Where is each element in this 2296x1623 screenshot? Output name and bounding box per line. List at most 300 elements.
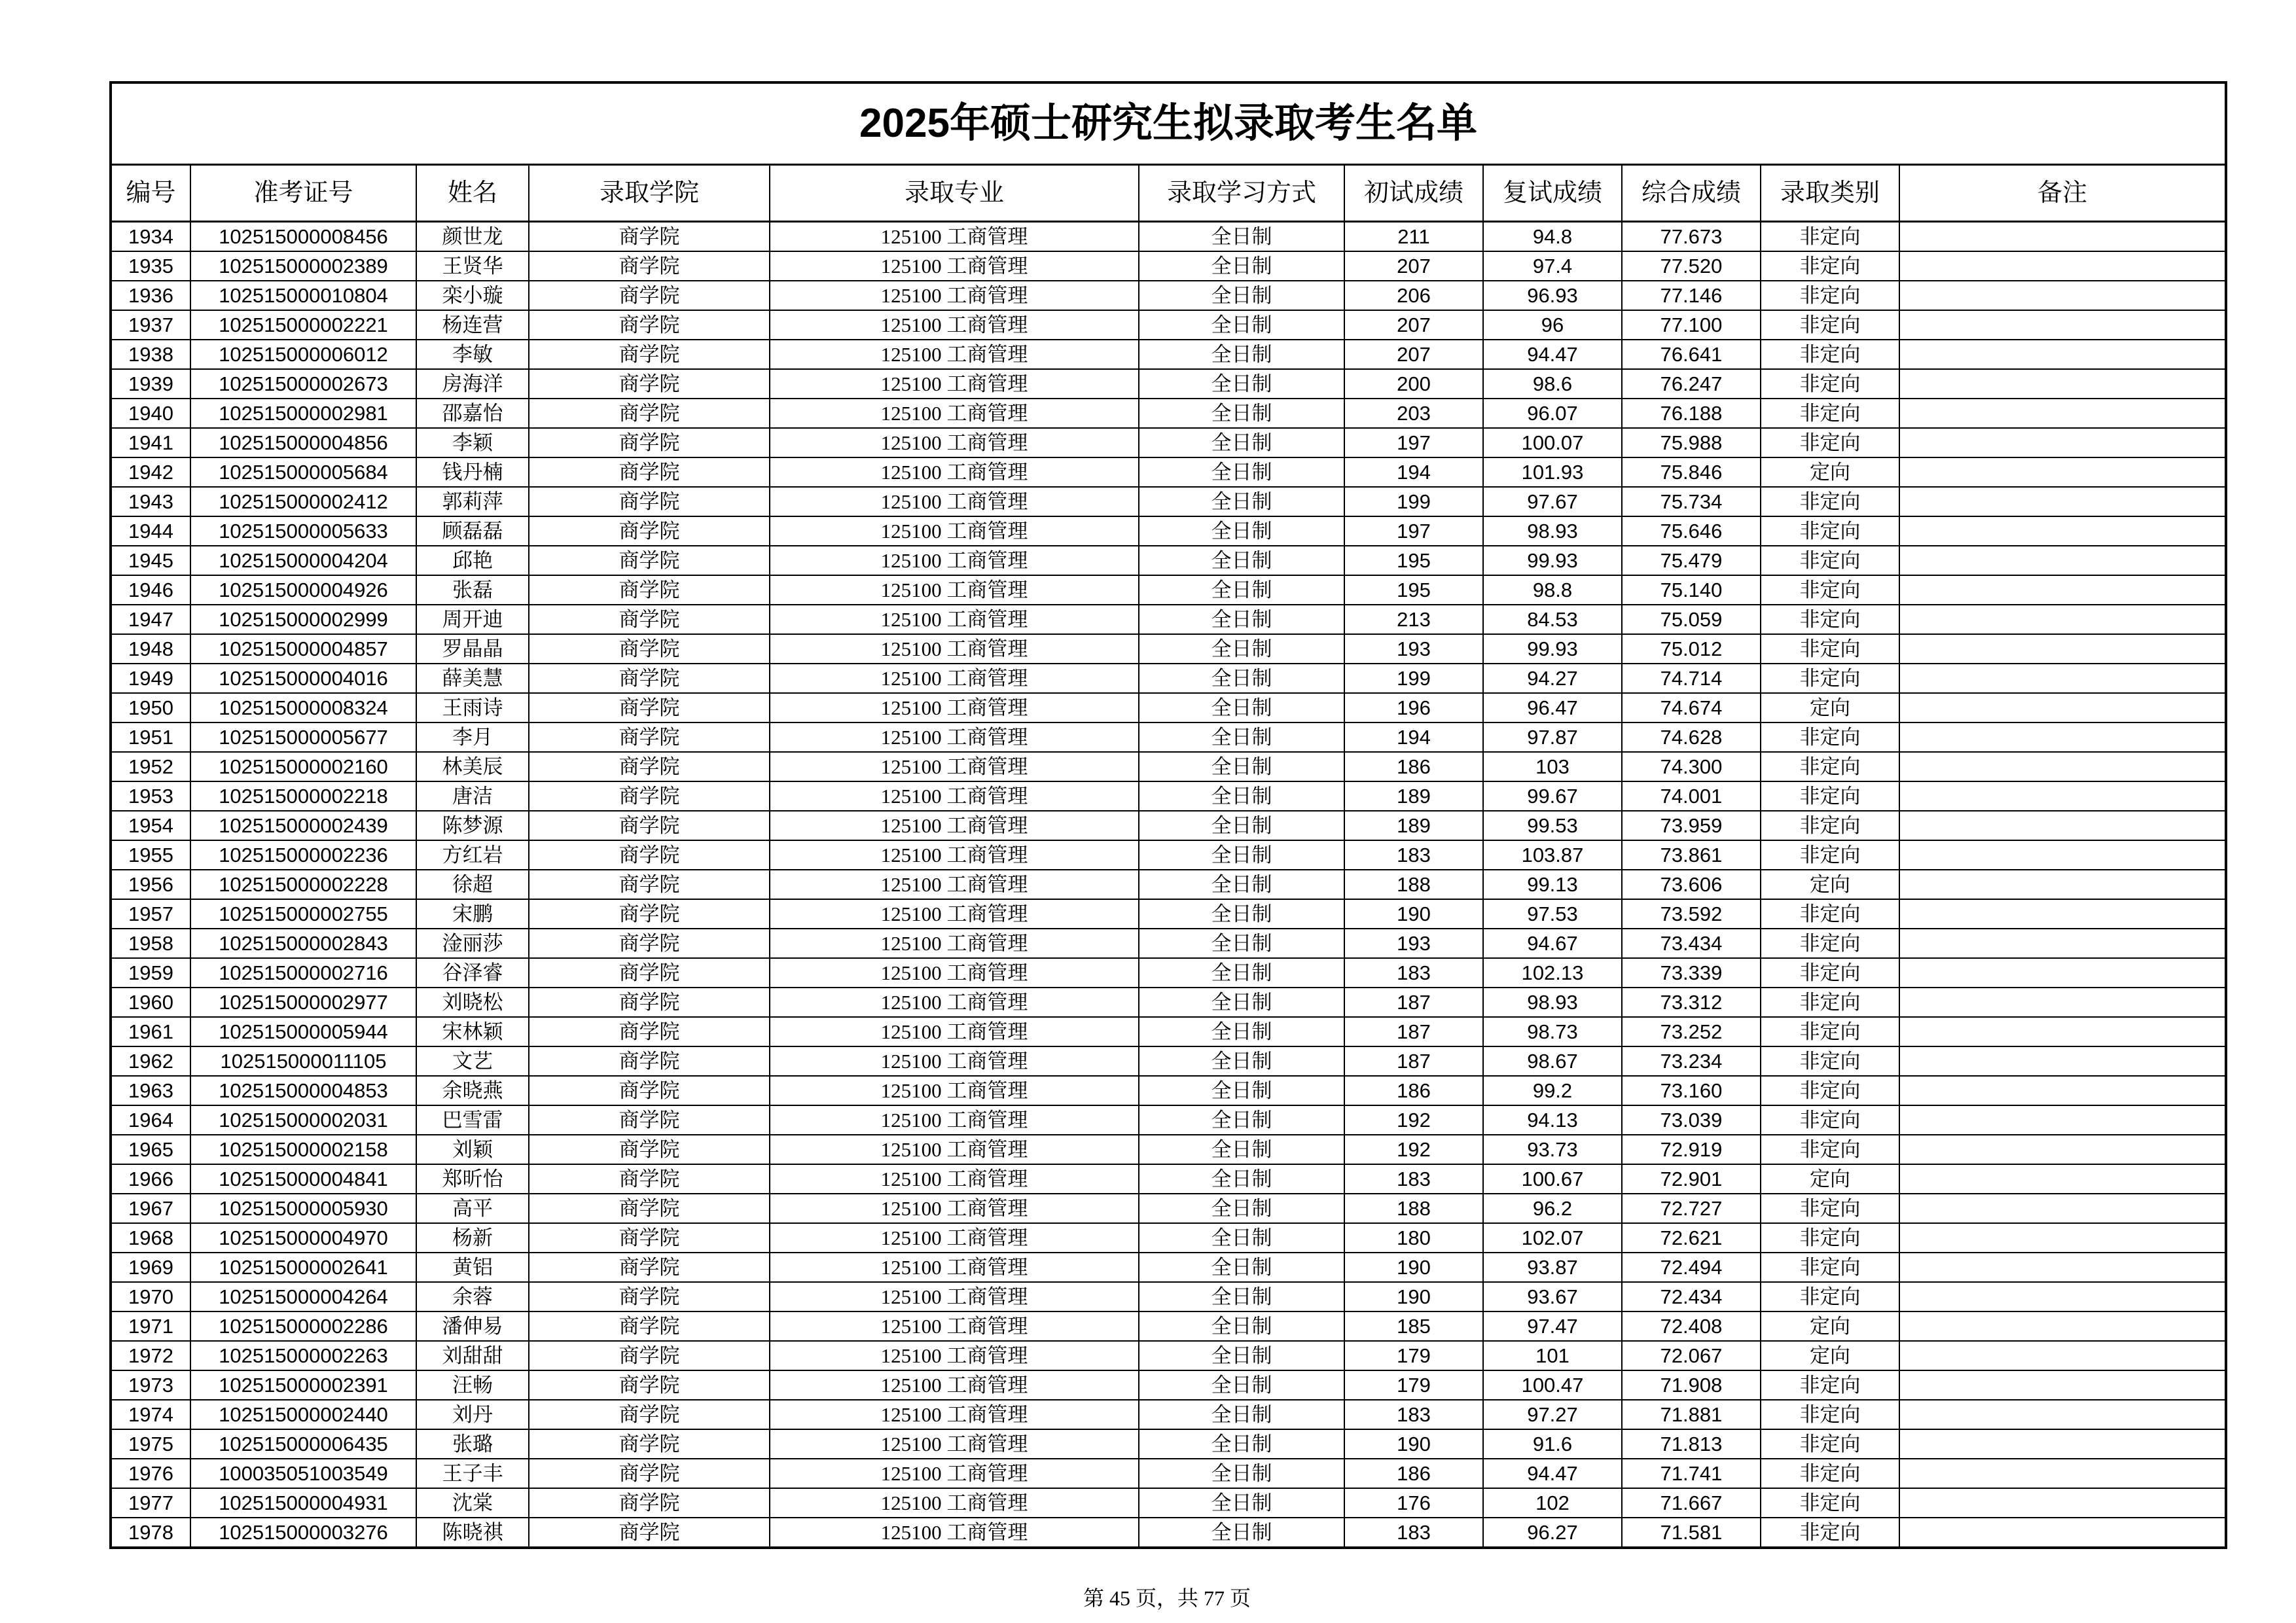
table-row — [111, 634, 2226, 664]
cell-remarks — [1899, 251, 2226, 281]
cell-college: 商学院 — [529, 722, 770, 752]
cell-name: 钱丹楠 — [416, 457, 529, 487]
cell-total-score: 72.919 — [1622, 1135, 1761, 1164]
cell-college: 商学院 — [529, 929, 770, 958]
cell-total-score: 73.339 — [1622, 958, 1761, 988]
cell-retest-score: 99.53 — [1483, 811, 1622, 840]
cell-serial: 1952 — [111, 752, 190, 781]
column-header-serial: 编号 — [111, 165, 190, 222]
cell-remarks — [1899, 664, 2226, 693]
cell-exam-id: 102515000003276 — [190, 1518, 416, 1548]
cell-remarks — [1899, 369, 2226, 399]
cell-name: 刘颖 — [416, 1135, 529, 1164]
cell-college: 商学院 — [529, 811, 770, 840]
cell-retest-score: 96.07 — [1483, 399, 1622, 428]
cell-exam-id: 102515000006435 — [190, 1429, 416, 1459]
cell-name: 刘甜甜 — [416, 1341, 529, 1370]
cell-serial: 1976 — [111, 1459, 190, 1488]
cell-category: 非定向 — [1761, 1105, 1899, 1135]
cell-name: 陈梦源 — [416, 811, 529, 840]
cell-retest-score: 98.8 — [1483, 575, 1622, 605]
cell-name: 薛美慧 — [416, 664, 529, 693]
cell-name: 巴雪雷 — [416, 1105, 529, 1135]
cell-college: 商学院 — [529, 1017, 770, 1046]
cell-serial: 1956 — [111, 870, 190, 899]
cell-total-score: 72.434 — [1622, 1282, 1761, 1311]
cell-major: 125100 工商管理 — [770, 1135, 1139, 1164]
cell-study-mode: 全日制 — [1139, 1311, 1344, 1341]
cell-study-mode: 全日制 — [1139, 1105, 1344, 1135]
cell-prelim-score: 183 — [1344, 840, 1483, 870]
cell-category: 非定向 — [1761, 1253, 1899, 1282]
cell-retest-score: 94.13 — [1483, 1105, 1622, 1135]
cell-total-score: 71.667 — [1622, 1488, 1761, 1518]
cell-remarks — [1899, 929, 2226, 958]
cell-exam-id: 102515000005684 — [190, 457, 416, 487]
cell-study-mode: 全日制 — [1139, 310, 1344, 340]
cell-retest-score: 94.67 — [1483, 929, 1622, 958]
cell-college: 商学院 — [529, 958, 770, 988]
cell-remarks — [1899, 899, 2226, 929]
cell-category: 非定向 — [1761, 310, 1899, 340]
cell-retest-score: 97.67 — [1483, 487, 1622, 516]
cell-remarks — [1899, 1282, 2226, 1311]
cell-exam-id: 102515000002977 — [190, 988, 416, 1017]
cell-remarks — [1899, 1105, 2226, 1135]
cell-remarks — [1899, 546, 2226, 575]
cell-category: 非定向 — [1761, 1076, 1899, 1105]
table-row — [111, 722, 2226, 752]
table-row — [111, 369, 2226, 399]
cell-college: 商学院 — [529, 1370, 770, 1400]
cell-college: 商学院 — [529, 222, 770, 252]
cell-name: 宋林颖 — [416, 1017, 529, 1046]
cell-major: 125100 工商管理 — [770, 1370, 1139, 1400]
cell-college: 商学院 — [529, 575, 770, 605]
cell-major: 125100 工商管理 — [770, 840, 1139, 870]
cell-retest-score: 99.67 — [1483, 781, 1622, 811]
cell-remarks — [1899, 457, 2226, 487]
cell-remarks — [1899, 1076, 2226, 1105]
cell-study-mode: 全日制 — [1139, 222, 1344, 252]
table-row — [111, 899, 2226, 929]
cell-major: 125100 工商管理 — [770, 251, 1139, 281]
cell-name: 邵嘉怡 — [416, 399, 529, 428]
cell-retest-score: 93.73 — [1483, 1135, 1622, 1164]
cell-retest-score: 98.67 — [1483, 1046, 1622, 1076]
cell-study-mode: 全日制 — [1139, 988, 1344, 1017]
cell-study-mode: 全日制 — [1139, 1164, 1344, 1194]
cell-total-score: 75.988 — [1622, 428, 1761, 457]
cell-study-mode: 全日制 — [1139, 1017, 1344, 1046]
cell-college: 商学院 — [529, 1135, 770, 1164]
cell-study-mode: 全日制 — [1139, 281, 1344, 310]
cell-prelim-score: 207 — [1344, 310, 1483, 340]
cell-remarks — [1899, 1135, 2226, 1164]
cell-remarks — [1899, 870, 2226, 899]
cell-total-score: 75.479 — [1622, 546, 1761, 575]
cell-college: 商学院 — [529, 1282, 770, 1311]
cell-exam-id: 102515000002716 — [190, 958, 416, 988]
cell-remarks — [1899, 340, 2226, 369]
cell-prelim-score: 194 — [1344, 722, 1483, 752]
cell-name: 张璐 — [416, 1429, 529, 1459]
cell-college: 商学院 — [529, 1046, 770, 1076]
cell-prelim-score: 192 — [1344, 1105, 1483, 1135]
cell-exam-id: 102515000002158 — [190, 1135, 416, 1164]
cell-retest-score: 97.87 — [1483, 722, 1622, 752]
title-row — [111, 82, 2226, 165]
cell-serial: 1946 — [111, 575, 190, 605]
cell-major: 125100 工商管理 — [770, 399, 1139, 428]
cell-retest-score: 99.93 — [1483, 546, 1622, 575]
cell-name: 文艺 — [416, 1046, 529, 1076]
cell-major: 125100 工商管理 — [770, 1459, 1139, 1488]
cell-prelim-score: 193 — [1344, 634, 1483, 664]
cell-major: 125100 工商管理 — [770, 1105, 1139, 1135]
cell-retest-score: 101 — [1483, 1341, 1622, 1370]
cell-exam-id: 102515000011105 — [190, 1046, 416, 1076]
cell-category: 非定向 — [1761, 428, 1899, 457]
table-row — [111, 1518, 2226, 1548]
cell-college: 商学院 — [529, 487, 770, 516]
cell-retest-score: 96.2 — [1483, 1194, 1622, 1223]
cell-category: 非定向 — [1761, 958, 1899, 988]
cell-exam-id: 102515000004970 — [190, 1223, 416, 1253]
cell-retest-score: 103 — [1483, 752, 1622, 781]
cell-exam-id: 102515000004926 — [190, 575, 416, 605]
cell-remarks — [1899, 1164, 2226, 1194]
cell-major: 125100 工商管理 — [770, 1282, 1139, 1311]
cell-total-score: 77.673 — [1622, 222, 1761, 252]
cell-remarks — [1899, 781, 2226, 811]
cell-category: 非定向 — [1761, 811, 1899, 840]
cell-college: 商学院 — [529, 1253, 770, 1282]
cell-category: 非定向 — [1761, 1135, 1899, 1164]
cell-study-mode: 全日制 — [1139, 1223, 1344, 1253]
cell-category: 非定向 — [1761, 752, 1899, 781]
cell-remarks — [1899, 575, 2226, 605]
cell-retest-score: 100.67 — [1483, 1164, 1622, 1194]
cell-remarks — [1899, 487, 2226, 516]
cell-college: 商学院 — [529, 605, 770, 634]
cell-remarks — [1899, 634, 2226, 664]
table-row — [111, 1370, 2226, 1400]
table-row — [111, 575, 2226, 605]
cell-serial: 1937 — [111, 310, 190, 340]
table-row — [111, 1341, 2226, 1370]
cell-name: 杨新 — [416, 1223, 529, 1253]
cell-name: 王雨诗 — [416, 693, 529, 722]
cell-category: 非定向 — [1761, 399, 1899, 428]
cell-name: 顾磊磊 — [416, 516, 529, 546]
cell-major: 125100 工商管理 — [770, 1223, 1139, 1253]
cell-name: 余蓉 — [416, 1282, 529, 1311]
table-row — [111, 752, 2226, 781]
table-row — [111, 251, 2226, 281]
cell-prelim-score: 199 — [1344, 664, 1483, 693]
cell-remarks — [1899, 605, 2226, 634]
cell-category: 非定向 — [1761, 899, 1899, 929]
cell-category: 非定向 — [1761, 1429, 1899, 1459]
cell-major: 125100 工商管理 — [770, 722, 1139, 752]
cell-exam-id: 100035051003549 — [190, 1459, 416, 1488]
cell-total-score: 71.581 — [1622, 1518, 1761, 1548]
table-row — [111, 1164, 2226, 1194]
cell-major: 125100 工商管理 — [770, 634, 1139, 664]
cell-serial: 1939 — [111, 369, 190, 399]
cell-college: 商学院 — [529, 1223, 770, 1253]
cell-name: 郭莉萍 — [416, 487, 529, 516]
cell-remarks — [1899, 1400, 2226, 1429]
cell-study-mode: 全日制 — [1139, 840, 1344, 870]
cell-retest-score: 100.47 — [1483, 1370, 1622, 1400]
cell-category: 定向 — [1761, 1341, 1899, 1370]
cell-total-score: 72.408 — [1622, 1311, 1761, 1341]
cell-total-score: 77.146 — [1622, 281, 1761, 310]
cell-study-mode: 全日制 — [1139, 487, 1344, 516]
cell-category: 非定向 — [1761, 1046, 1899, 1076]
cell-prelim-score: 207 — [1344, 251, 1483, 281]
cell-major: 125100 工商管理 — [770, 781, 1139, 811]
cell-college: 商学院 — [529, 664, 770, 693]
cell-prelim-score: 190 — [1344, 1429, 1483, 1459]
cell-prelim-score: 199 — [1344, 487, 1483, 516]
cell-study-mode: 全日制 — [1139, 634, 1344, 664]
cell-exam-id: 102515000004857 — [190, 634, 416, 664]
cell-name: 王子丰 — [416, 1459, 529, 1488]
cell-category: 非定向 — [1761, 1488, 1899, 1518]
cell-college: 商学院 — [529, 693, 770, 722]
cell-study-mode: 全日制 — [1139, 870, 1344, 899]
cell-major: 125100 工商管理 — [770, 457, 1139, 487]
cell-name: 黄铝 — [416, 1253, 529, 1282]
cell-exam-id: 102515000002031 — [190, 1105, 416, 1135]
cell-retest-score: 98.73 — [1483, 1017, 1622, 1046]
cell-remarks — [1899, 1370, 2226, 1400]
cell-total-score: 75.012 — [1622, 634, 1761, 664]
cell-serial: 1968 — [111, 1223, 190, 1253]
cell-retest-score: 100.07 — [1483, 428, 1622, 457]
cell-exam-id: 102515000004204 — [190, 546, 416, 575]
table-row — [111, 1135, 2226, 1164]
cell-prelim-score: 186 — [1344, 752, 1483, 781]
cell-college: 商学院 — [529, 369, 770, 399]
cell-serial: 1936 — [111, 281, 190, 310]
cell-college: 商学院 — [529, 457, 770, 487]
cell-category: 非定向 — [1761, 1017, 1899, 1046]
cell-serial: 1977 — [111, 1488, 190, 1518]
cell-major: 125100 工商管理 — [770, 1253, 1139, 1282]
cell-serial: 1959 — [111, 958, 190, 988]
cell-retest-score: 98.93 — [1483, 516, 1622, 546]
column-header-total-score: 综合成绩 — [1622, 165, 1761, 222]
cell-serial: 1940 — [111, 399, 190, 428]
cell-serial: 1945 — [111, 546, 190, 575]
cell-major: 125100 工商管理 — [770, 1341, 1139, 1370]
cell-major: 125100 工商管理 — [770, 546, 1139, 575]
cell-college: 商学院 — [529, 310, 770, 340]
cell-study-mode: 全日制 — [1139, 1282, 1344, 1311]
cell-category: 非定向 — [1761, 781, 1899, 811]
cell-category: 定向 — [1761, 1311, 1899, 1341]
cell-prelim-score: 179 — [1344, 1370, 1483, 1400]
cell-serial: 1938 — [111, 340, 190, 369]
cell-total-score: 71.741 — [1622, 1459, 1761, 1488]
cell-prelim-score: 190 — [1344, 1253, 1483, 1282]
cell-exam-id: 102515000002236 — [190, 840, 416, 870]
cell-total-score: 73.039 — [1622, 1105, 1761, 1135]
cell-category: 非定向 — [1761, 1400, 1899, 1429]
cell-remarks — [1899, 1223, 2226, 1253]
cell-exam-id: 102515000004841 — [190, 1164, 416, 1194]
cell-prelim-score: 183 — [1344, 958, 1483, 988]
cell-category: 非定向 — [1761, 605, 1899, 634]
cell-category: 非定向 — [1761, 222, 1899, 252]
cell-study-mode: 全日制 — [1139, 428, 1344, 457]
cell-college: 商学院 — [529, 516, 770, 546]
cell-retest-score: 102 — [1483, 1488, 1622, 1518]
cell-retest-score: 94.8 — [1483, 222, 1622, 252]
cell-major: 125100 工商管理 — [770, 487, 1139, 516]
cell-category: 非定向 — [1761, 1518, 1899, 1548]
cell-serial: 1962 — [111, 1046, 190, 1076]
cell-remarks — [1899, 399, 2226, 428]
cell-serial: 1942 — [111, 457, 190, 487]
cell-prelim-score: 197 — [1344, 516, 1483, 546]
column-header-category: 录取类别 — [1761, 165, 1899, 222]
cell-prelim-score: 183 — [1344, 1518, 1483, 1548]
cell-remarks — [1899, 1311, 2226, 1341]
table-row — [111, 1223, 2226, 1253]
cell-major: 125100 工商管理 — [770, 1400, 1139, 1429]
cell-total-score: 77.100 — [1622, 310, 1761, 340]
cell-retest-score: 94.47 — [1483, 1459, 1622, 1488]
cell-total-score: 74.714 — [1622, 664, 1761, 693]
cell-remarks — [1899, 958, 2226, 988]
cell-major: 125100 工商管理 — [770, 369, 1139, 399]
cell-major: 125100 工商管理 — [770, 1017, 1139, 1046]
cell-name: 李颖 — [416, 428, 529, 457]
cell-study-mode: 全日制 — [1139, 605, 1344, 634]
cell-name: 房海洋 — [416, 369, 529, 399]
table-row — [111, 870, 2226, 899]
cell-serial: 1973 — [111, 1370, 190, 1400]
column-header-prelim-score: 初试成绩 — [1344, 165, 1483, 222]
cell-study-mode: 全日制 — [1139, 1341, 1344, 1370]
table-title: 2025年硕士研究生拟录取考生名单 — [111, 82, 2226, 165]
cell-exam-id: 102515000002641 — [190, 1253, 416, 1282]
cell-study-mode: 全日制 — [1139, 340, 1344, 369]
cell-name: 谷泽睿 — [416, 958, 529, 988]
cell-college: 商学院 — [529, 988, 770, 1017]
cell-exam-id: 102515000002843 — [190, 929, 416, 958]
table-row — [111, 1400, 2226, 1429]
cell-serial: 1969 — [111, 1253, 190, 1282]
cell-total-score: 75.646 — [1622, 516, 1761, 546]
cell-total-score: 72.727 — [1622, 1194, 1761, 1223]
cell-major: 125100 工商管理 — [770, 1164, 1139, 1194]
cell-prelim-score: 180 — [1344, 1223, 1483, 1253]
cell-retest-score: 97.53 — [1483, 899, 1622, 929]
cell-prelim-score: 187 — [1344, 1017, 1483, 1046]
cell-total-score: 71.908 — [1622, 1370, 1761, 1400]
table-row — [111, 428, 2226, 457]
cell-college: 商学院 — [529, 1311, 770, 1341]
cell-prelim-score: 194 — [1344, 457, 1483, 487]
cell-serial: 1970 — [111, 1282, 190, 1311]
cell-total-score: 77.520 — [1622, 251, 1761, 281]
cell-study-mode: 全日制 — [1139, 811, 1344, 840]
cell-serial: 1948 — [111, 634, 190, 664]
table-row — [111, 605, 2226, 634]
cell-exam-id: 102515000004931 — [190, 1488, 416, 1518]
cell-category: 非定向 — [1761, 546, 1899, 575]
cell-prelim-score: 206 — [1344, 281, 1483, 310]
cell-study-mode: 全日制 — [1139, 251, 1344, 281]
cell-total-score: 74.300 — [1622, 752, 1761, 781]
cell-name: 沈棠 — [416, 1488, 529, 1518]
cell-prelim-score: 188 — [1344, 870, 1483, 899]
cell-prelim-score: 176 — [1344, 1488, 1483, 1518]
cell-prelim-score: 189 — [1344, 811, 1483, 840]
cell-major: 125100 工商管理 — [770, 310, 1139, 340]
cell-name: 王贤华 — [416, 251, 529, 281]
table-row — [111, 1311, 2226, 1341]
cell-college: 商学院 — [529, 1400, 770, 1429]
cell-college: 商学院 — [529, 1459, 770, 1488]
cell-serial: 1963 — [111, 1076, 190, 1105]
cell-exam-id: 102515000008324 — [190, 693, 416, 722]
cell-serial: 1965 — [111, 1135, 190, 1164]
cell-remarks — [1899, 516, 2226, 546]
cell-major: 125100 工商管理 — [770, 1194, 1139, 1223]
cell-major: 125100 工商管理 — [770, 1046, 1139, 1076]
cell-total-score: 74.674 — [1622, 693, 1761, 722]
cell-serial: 1951 — [111, 722, 190, 752]
cell-retest-score: 103.87 — [1483, 840, 1622, 870]
cell-retest-score: 102.07 — [1483, 1223, 1622, 1253]
cell-college: 商学院 — [529, 634, 770, 664]
cell-total-score: 73.861 — [1622, 840, 1761, 870]
cell-serial: 1967 — [111, 1194, 190, 1223]
cell-retest-score: 97.4 — [1483, 251, 1622, 281]
cell-category: 定向 — [1761, 1164, 1899, 1194]
cell-serial: 1935 — [111, 251, 190, 281]
cell-exam-id: 102515000005633 — [190, 516, 416, 546]
cell-serial: 1972 — [111, 1341, 190, 1370]
table-row — [111, 693, 2226, 722]
cell-total-score: 73.592 — [1622, 899, 1761, 929]
cell-total-score: 76.641 — [1622, 340, 1761, 369]
table-row — [111, 988, 2226, 1017]
cell-prelim-score: 207 — [1344, 340, 1483, 369]
cell-exam-id: 102515000004264 — [190, 1282, 416, 1311]
cell-name: 杨连营 — [416, 310, 529, 340]
cell-remarks — [1899, 1459, 2226, 1488]
cell-serial: 1961 — [111, 1017, 190, 1046]
cell-total-score: 73.234 — [1622, 1046, 1761, 1076]
cell-name: 张磊 — [416, 575, 529, 605]
table-row — [111, 546, 2226, 575]
cell-prelim-score: 192 — [1344, 1135, 1483, 1164]
cell-remarks — [1899, 1046, 2226, 1076]
cell-exam-id: 102515000002263 — [190, 1341, 416, 1370]
cell-study-mode: 全日制 — [1139, 1253, 1344, 1282]
cell-name: 郑昕怡 — [416, 1164, 529, 1194]
cell-total-score: 73.959 — [1622, 811, 1761, 840]
column-header-retest-score: 复试成绩 — [1483, 165, 1622, 222]
